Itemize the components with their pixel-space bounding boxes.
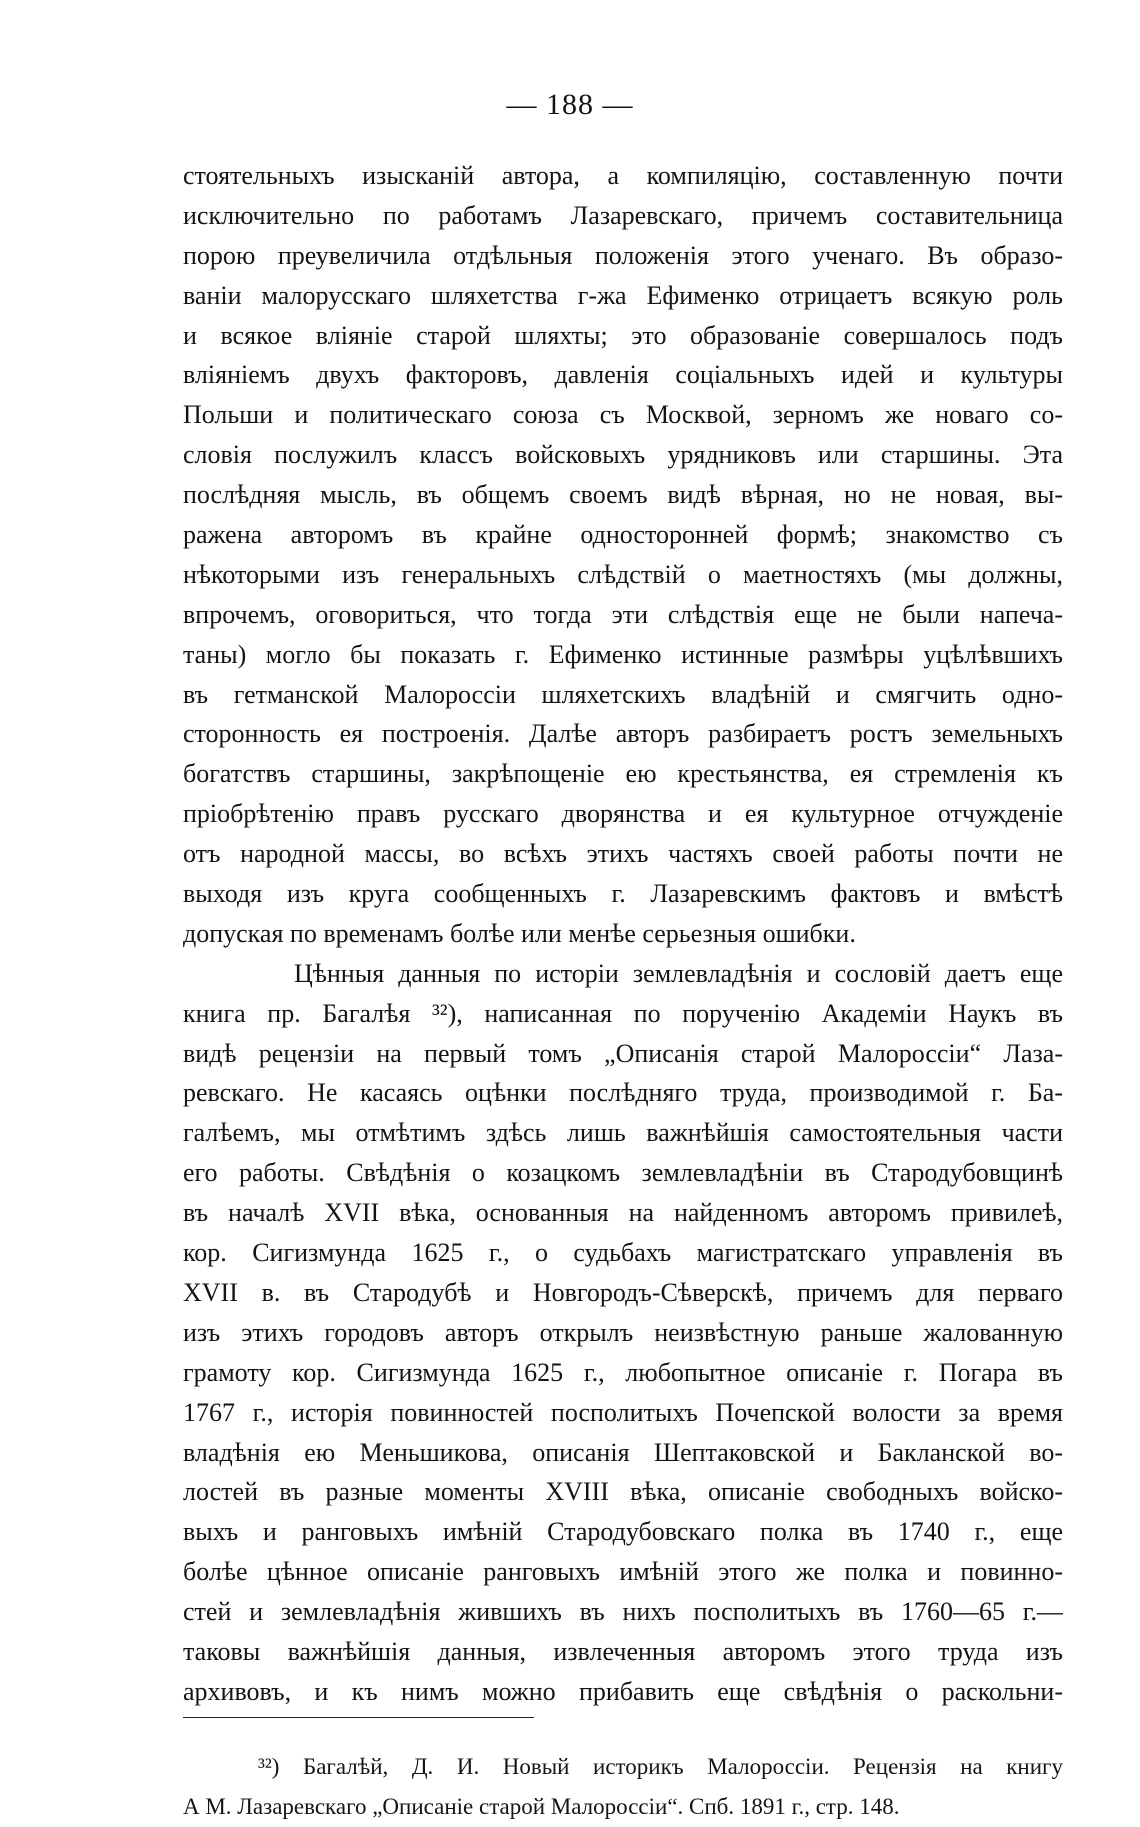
text-line: владѣнія ею Меньшикова, описанія Шептаковской и Бакланской во-	[183, 1437, 1063, 1467]
footnote-line: А М. Лазаревскаго „Описаніе старой Малороссіи“. Спб. 1891 г., стр. 148.	[183, 1794, 900, 1819]
text-line: видѣ рецензіи на первый томъ „Описанія старой Малороссіи“ Лаза-	[183, 1038, 1063, 1068]
main-text	[183, 156, 1063, 1712]
text-line: исключительно по работамъ Лазаревскаго, причемъ составительница	[183, 200, 1063, 230]
text-line: 1767 г., исторія повинностей посполитыхъ Почепской волости за время	[183, 1397, 1063, 1427]
text-line: Польши и политическаго союза съ Москвой, зерномъ же новаго со-	[183, 400, 1063, 430]
text-line: изъ этихъ городовъ авторъ открылъ неизвѣстную раньше жалованную	[183, 1317, 1063, 1347]
text-line: послѣдняя мысль, въ общемъ своемъ видѣ вѣрная, но не новая, вы-	[183, 480, 1063, 510]
page-number: — 188 —	[506, 88, 634, 121]
text-line: кор. Сигизмунда 1625 г., о судьбахъ магистратскаго управленія въ	[183, 1238, 1063, 1268]
text-line: впрочемъ, оговориться, что тогда эти слѣдствія еще не были напеча-	[183, 599, 1063, 629]
text-line: вліяніемъ двухъ факторовъ, давленія соціальныхъ идей и культуры	[183, 360, 1063, 390]
text-line: порою преувеличила отдѣльныя положенія этого ученаго. Въ образо-	[183, 240, 1063, 270]
text-line: ражена авторомъ въ крайне односторонней формѣ; знакомство съ	[183, 520, 1063, 550]
paragraph-end-line: допуская по временамъ болѣе или менѣе серьезныя ошибки.	[183, 918, 856, 948]
text-line: пріобрѣтенію правъ русскаго дворянства и ея культурное отчужденіе	[183, 799, 1063, 829]
text-line: словія послужилъ классъ войсковыхъ урядниковъ или старшины. Эта	[183, 440, 1063, 470]
text-line: таковы важнѣйшія данныя, извлеченныя авторомъ этого труда изъ	[183, 1636, 1063, 1666]
text-line: стоятельныхъ изысканій автора, а компиляцію, составленную почти	[183, 161, 1063, 190]
text-line: богатствъ старшины, закрѣпощеніе ею крестьянства, ея стремленія къ	[183, 759, 1063, 789]
text-line: ваніи малорусскаго шляхетства г-жа Ефименко отрицаетъ всякую роль	[183, 280, 1063, 310]
footnote-line: ³²) Багалѣй, Д. И. Новый историкъ Малороссіи. Рецензія на книгу	[258, 1754, 1063, 1779]
text-line: лостей въ разные моменты XVIII вѣка, описаніе свободныхъ войско-	[183, 1477, 1063, 1507]
text-line: XVII в. въ Стародубѣ и Новгородъ-Сѣверскѣ, причемъ для перваго	[183, 1277, 1063, 1307]
text-line: его работы. Свѣдѣнія о козацкомъ землевладѣніи въ Стародубовщинѣ	[183, 1158, 1063, 1188]
text-line: архивовъ, и къ нимъ можно прибавить еще свѣдѣнія о раскольни-	[183, 1676, 1063, 1706]
text-line: отъ народной массы, во всѣхъ этихъ частяхъ своей работы почти не	[183, 839, 1063, 869]
text-line: стей и землевладѣнія жившихъ въ нихъ посполитыхъ въ 1760—65 г.—	[183, 1597, 1063, 1627]
text-line: въ гетманской Малороссіи шляхетскихъ владѣній и смягчить одно-	[183, 679, 1063, 709]
text-line: выходя изъ круга сообщенныхъ г. Лазаревскимъ фактовъ и вмѣстѣ	[183, 879, 1063, 909]
footnote-divider	[183, 1717, 534, 1718]
text-line: книга пр. Багалѣя ³²), написанная по порученію Академіи Наукъ въ	[183, 998, 1063, 1028]
text-line: и всякое вліяніе старой шляхты; это образованіе совершалось подъ	[183, 320, 1063, 350]
text-line: болѣе цѣнное описаніе ранговыхъ имѣній этого же полка и повинно-	[183, 1557, 1063, 1587]
footnotes	[183, 1747, 1063, 1827]
paragraph-start-line: Цѣнныя данныя по исторіи землевладѣнія и сословій даетъ еще	[294, 958, 1063, 988]
text-line: таны) могло бы показать г. Ефименко истинные размѣры уцѣлѣвшихъ	[183, 639, 1063, 669]
text-line: нѣкоторыми изъ генеральныхъ слѣдствій о маетностяхъ (мы должны,	[183, 559, 1063, 589]
text-line: выхъ и ранговыхъ имѣній Стародубовскаго полка въ 1740 г., еще	[183, 1517, 1063, 1547]
text-line: грамоту кор. Сигизмунда 1625 г., любопытное описаніе г. Погара въ	[183, 1357, 1063, 1387]
text-line: ревскаго. Не касаясь оцѣнки послѣдняго труда, производимой г. Ба-	[183, 1078, 1063, 1108]
text-line: сторонность ея построенія. Далѣе авторъ разбираетъ ростъ земельныхъ	[183, 719, 1063, 749]
text-line: галѣемъ, мы отмѣтимъ здѣсь лишь важнѣйшія самостоятельныя части	[183, 1118, 1063, 1148]
text-line: въ началѣ XVII вѣка, основанныя на найденномъ авторомъ привилеѣ,	[183, 1198, 1063, 1228]
